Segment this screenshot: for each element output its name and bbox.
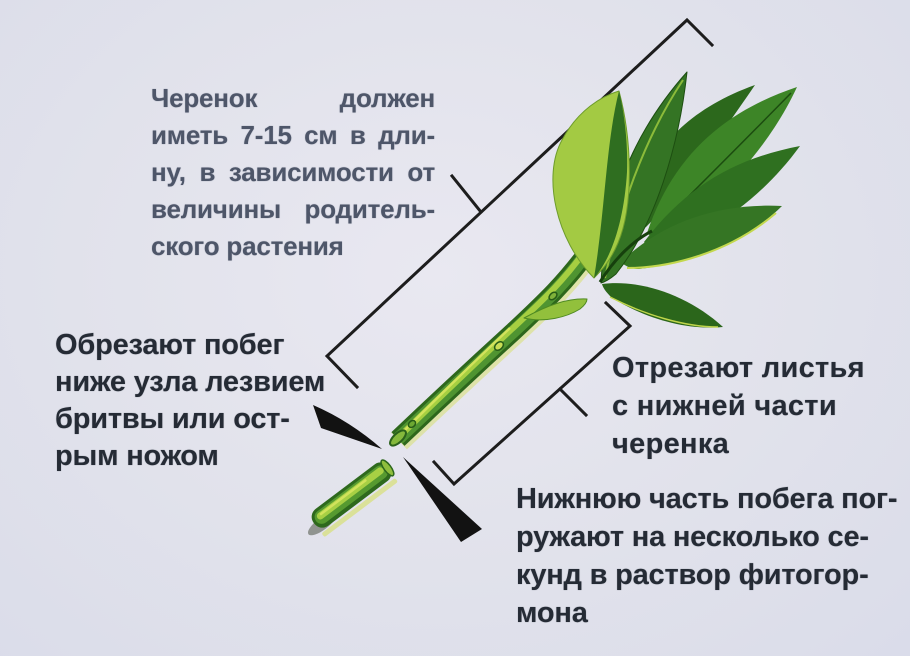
annotation-line: с нижней части bbox=[612, 390, 837, 422]
stem-shine bbox=[401, 328, 510, 434]
stem bbox=[388, 248, 591, 448]
annotation-line: Отрезают листья bbox=[612, 352, 865, 384]
annotation-line: бритвы или ост- bbox=[55, 403, 290, 435]
leaf bbox=[602, 283, 723, 328]
annotation-line: иметь 7-15 см в дли- bbox=[151, 120, 435, 150]
annotation-line: кунд в раствор фитогор- bbox=[516, 559, 869, 591]
annotation-line: ружают на несколько се- bbox=[516, 521, 869, 553]
annotation-line: Нижнюю часть побега пог- bbox=[516, 483, 898, 515]
annotation-line: величины родитель- bbox=[151, 194, 435, 224]
bracket-pointer bbox=[452, 176, 481, 212]
annotation-line: Обрезают побег bbox=[55, 329, 285, 361]
bracket-pointer bbox=[560, 389, 586, 415]
annotation-cut-below-node bbox=[55, 327, 345, 475]
annotation-line: ниже узла лезвием bbox=[55, 366, 326, 398]
annotation-line: Черенок должен bbox=[151, 83, 435, 113]
annotation-line: мона bbox=[516, 597, 588, 629]
annotation-hormone-dip bbox=[516, 480, 910, 632]
annotation-cutting-length bbox=[151, 80, 435, 265]
annotation-line: черенка bbox=[612, 428, 730, 460]
annotation-line: ского растения bbox=[151, 231, 344, 261]
annotation-remove-lower-leaves bbox=[612, 349, 897, 463]
annotation-line: рым ножом bbox=[55, 440, 219, 472]
annotation-line: ну, в зависимости от bbox=[151, 157, 435, 187]
